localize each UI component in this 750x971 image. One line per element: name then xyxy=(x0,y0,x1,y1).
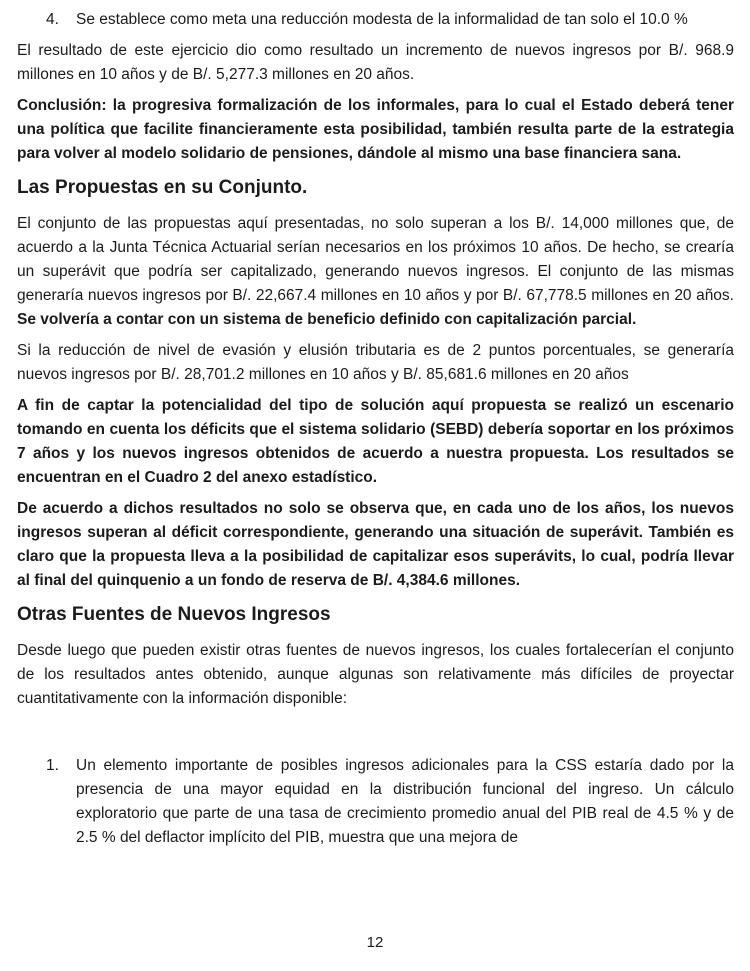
paragraph-conjunto-bold-run: Se volvería a contar con un sistema de beneficio definido con capitalización parcial. xyxy=(17,311,637,328)
paragraph-conjunto xyxy=(17,212,734,332)
paragraph-resultado: El resultado de este ejercicio dio como resultado un incremento de nuevos ingresos por B/. 968.9 millones en 10 años y de B/. 5,277.3 millones en 20 años. xyxy=(17,42,734,83)
list-item-1 xyxy=(17,754,734,850)
paragraph-escenario: A fin de captar la potencialidad del tipo de solución aquí propuesta se realizó un escenario tomando en cuenta los déficits que el sistema solidario (SEBD) debería soportar en los próximos 7 años y los nuevos ingresos obtenidos de acuerdo a nuestra propuesta. Los resultados se encuentran en el Cuadro 2 del anexo estadístico. xyxy=(17,397,734,486)
heading-las-propuestas: Las Propuestas en su Conjunto. xyxy=(17,177,308,198)
page-number: 12 xyxy=(366,934,384,951)
heading-otras-fuentes: Otras Fuentes de Nuevos Ingresos xyxy=(17,604,331,625)
list-item-4-text: Se establece como meta una reducción modesta de la informalidad de tan solo el 10.0 % xyxy=(76,11,688,28)
paragraph-deacuerdo: De acuerdo a dichos resultados no solo se observa que, en cada uno de los años, los nuevos ingresos superan al déficit correspondiente, generando una situación de superávit. También es claro que la propuesta lleva a la posibilidad de capitalizar esos superávits, lo cual, podría llevar al final del quinquenio a un fondo de reserva de B/. 4,384.6 millones. xyxy=(17,500,734,589)
paragraph-conjunto-normal-run: El conjunto de las propuestas aquí presentadas, no solo superan a los B/. 14,000 millones que, de acuerdo a la Junta Técnica Actuarial serían necesarios en los próximos 10 años. De hecho, se crearía un superávit que podría ser capitalizado, generando nuevos ingresos. El conjunto de las mismas generaría nuevos ingresos por B/. 22,667.4 millones en 10 años y por B/. 67,778.5 millones en 20 años. xyxy=(17,215,734,304)
list-item-4-marker: 4. xyxy=(46,11,59,28)
paragraph-desde-luego: Desde luego que pueden existir otras fuentes de nuevos ingresos, los cuales fortalecerían el conjunto de los resultados antes obtenido, aunque algunas son relativamente más difíciles de proyectar cuantitativamente con la información disponible: xyxy=(17,642,734,707)
paragraph-evasion: Si la reducción de nivel de evasión y elusión tributaria es de 2 puntos porcentuales, se generaría nuevos ingresos por B/. 28,701.2 millones en 10 años y B/. 85,681.6 millones en 20 años xyxy=(17,342,734,383)
list-item-1-marker: 1. xyxy=(46,757,59,774)
paragraph-conclusion: Conclusión: la progresiva formalización de los informales, para lo cual el Estado deberá tener una política que facilite financieramente esta posibilidad, también resulta parte de la estrategia para volver al modelo solidario de pensiones, dándole al mismo una base financiera sana. xyxy=(17,97,734,162)
list-item-4 xyxy=(17,8,734,32)
list-item-1-text: Un elemento importante de posibles ingresos adicionales para la CSS estaría dado por la presencia de una mayor equidad en la distribución funcional del ingreso. Un cálculo exploratorio que parte de una tasa de crecimiento promedio anual del PIB real de 4.5 % y de 2.5 % del deflactor implícito del PIB, muestra que una mejora de xyxy=(76,757,734,846)
